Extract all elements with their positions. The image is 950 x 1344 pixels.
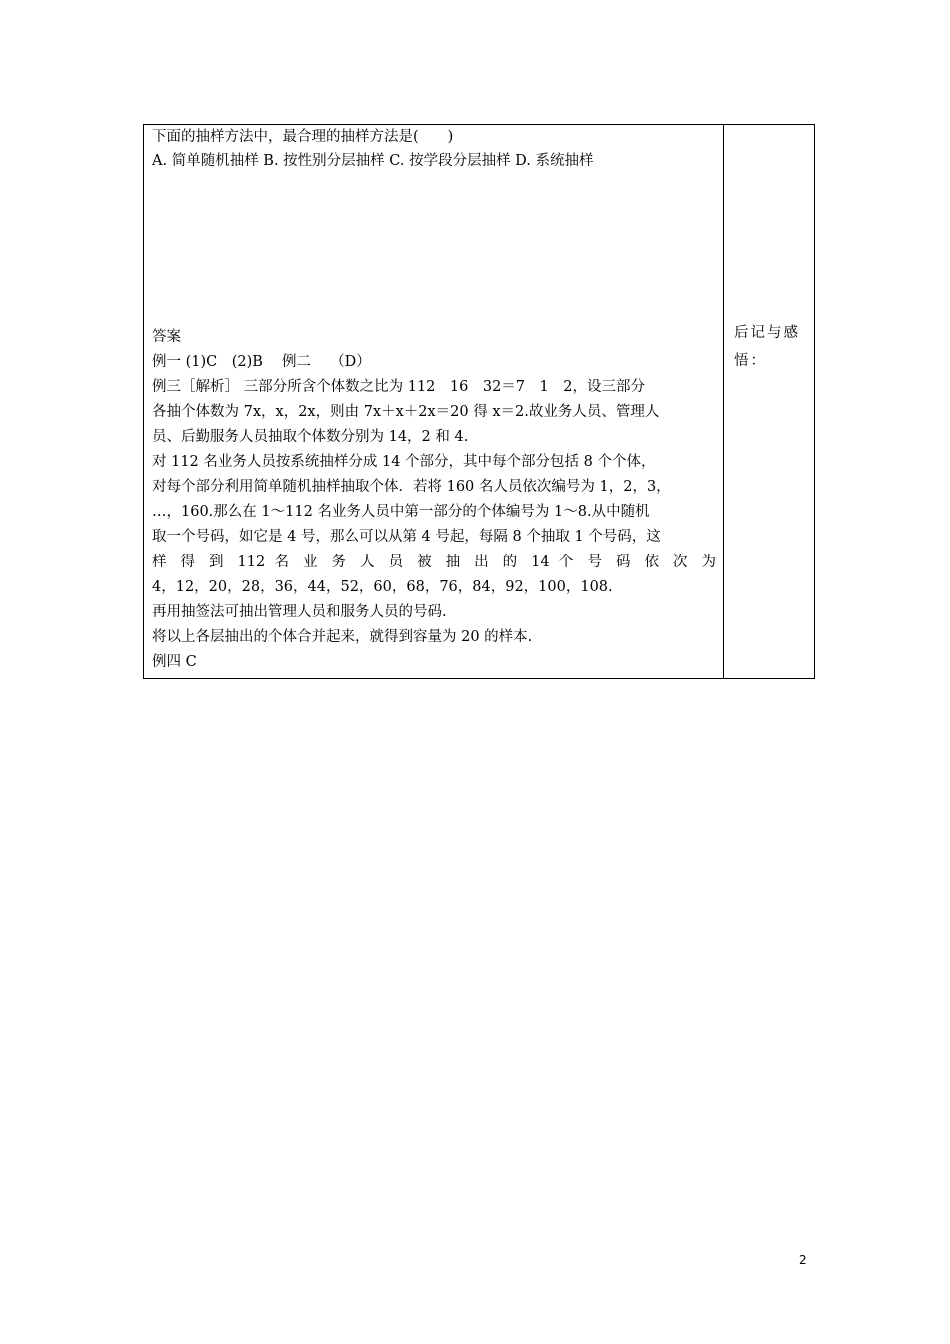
question-stem: 下面的抽样方法中，最合理的抽样方法是( ) (152, 129, 454, 145)
answer-line: 4，12，20，28，36，44，52，60，68，76，84，92，100，108. (152, 579, 613, 595)
answer-line: 对每个部分利用简单随机抽样抽取个体．若将 160 名人员依次编号为 1，2，3， (152, 479, 671, 495)
answer-line: 例四 C (152, 654, 197, 670)
answer-line: 例三［解析］ 三部分所含个体数之比为 112 16 32＝7 1 2，设三部分 (152, 379, 645, 395)
answer-line: 员、后勤服务人员抽取个体数分别为 14，2 和 4. (152, 429, 469, 445)
answer-line: 样 得 到 112 名 业 务 人 员 被 抽 出 的 14 个 号 码 依 次 为 (152, 554, 716, 570)
answers-heading: 答案 (152, 329, 181, 345)
answer-line: 再用抽签法可抽出管理人员和服务人员的号码. (152, 604, 447, 620)
side-note: 后记与感悟： (734, 325, 800, 369)
answer-line: 对 112 名业务人员按系统抽样分成 14 个部分，其中每个部分包括 8 个个体， (152, 454, 656, 470)
answer-line: 例一 (1)C (2)B 例二 （D） (152, 354, 371, 370)
side-cell (724, 125, 814, 678)
question-options: A. 简单随机抽样 B. 按性别分层抽样 C. 按学段分层抽样 D. 系统抽样 (152, 153, 594, 169)
content-table (143, 124, 815, 679)
answer-line: 将以上各层抽出的个体合并起来，就得到容量为 20 的样本. (152, 629, 533, 645)
main-cell (144, 125, 724, 678)
answer-line: …，160.那么在 1～112 名业务人员中第一部分的个体编号为 1～8.从中随机 (152, 504, 650, 520)
answer-line: 各抽个体数为 7x，x，2x，则由 7x＋x＋2x＝20 得 x＝2.故业务人员、管理人 (152, 404, 660, 420)
page-number: 2 (799, 1253, 807, 1267)
answer-line: 取一个号码，如它是 4 号，那么可以从第 4 号起，每隔 8 个抽取 1 个号码，这 (152, 529, 661, 545)
